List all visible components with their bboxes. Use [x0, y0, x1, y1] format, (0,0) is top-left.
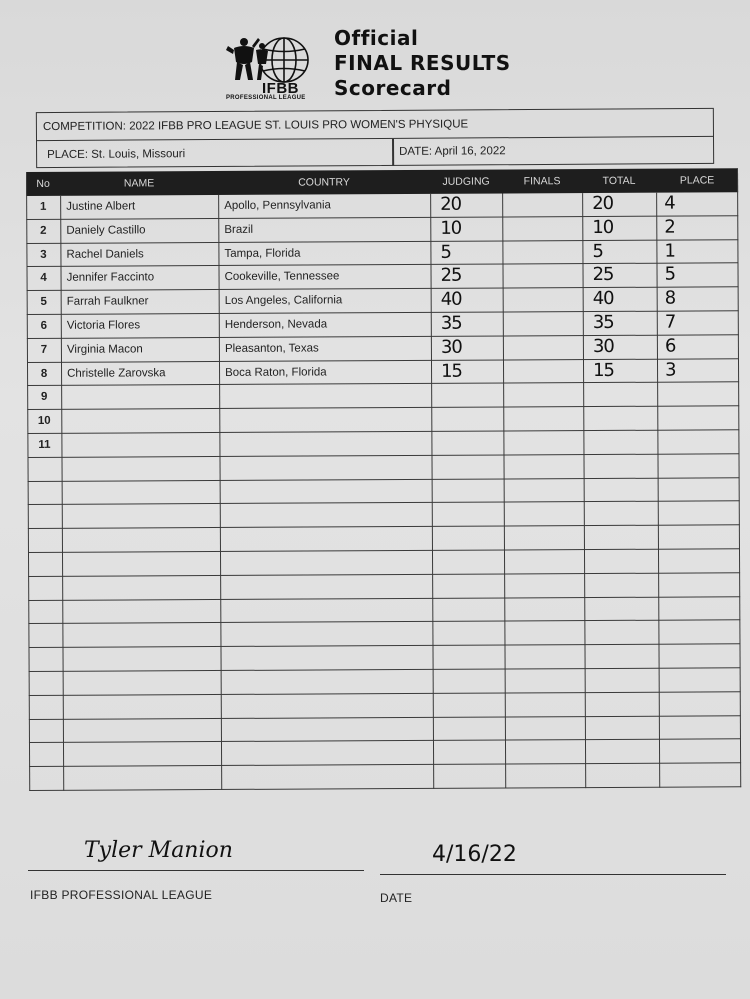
cell-country: Tampa, Florida: [224, 247, 301, 260]
cell-total: 20: [592, 192, 614, 215]
cell-country: Henderson, Nevada: [224, 318, 328, 331]
cell-no: 9: [40, 391, 48, 404]
cell-country: Boca Raton, Florida: [225, 366, 327, 379]
date-line: [380, 874, 726, 875]
signature-label: IFBB PROFESSIONAL LEAGUE: [30, 888, 213, 902]
table-row: [29, 763, 741, 791]
cell-place: 3: [664, 359, 676, 381]
cell-country: Pleasanton, Texas: [224, 342, 319, 355]
cell-name: Daniely Castillo: [66, 224, 146, 237]
cell-name: Virginia Macon: [66, 343, 143, 356]
competition-info-box: [36, 108, 714, 168]
cell-no: 6: [40, 319, 48, 332]
cell-place: 2: [664, 216, 675, 238]
cell-judging: 15: [440, 360, 463, 382]
cell-place: 7: [664, 311, 676, 333]
cell-no: 7: [40, 343, 48, 356]
cell-no: 1: [39, 200, 47, 213]
logo-subtitle: PROFESSIONAL LEAGUE: [226, 95, 306, 101]
cell-judging: 40: [440, 288, 462, 311]
cell-country: Apollo, Pennsylvania: [224, 199, 331, 212]
logo-wordmark: IFBB: [262, 80, 299, 97]
cell-judging: 25: [440, 265, 462, 287]
cell-total: 10: [592, 216, 614, 238]
cell-no: 8: [40, 367, 48, 380]
cell-total: 30: [592, 335, 614, 357]
cell-name: Jennifer Faccinto: [66, 271, 155, 285]
cell-no: 5: [40, 296, 47, 309]
col-header-country: COUNTRY: [298, 176, 350, 189]
cell-no: 10: [37, 415, 51, 428]
col-header-place: PLACE: [679, 174, 715, 187]
title-line-1: Official: [334, 26, 419, 50]
cell-total: 40: [592, 288, 614, 310]
cell-name: Victoria Flores: [66, 319, 141, 332]
cell-place: 6: [664, 335, 676, 357]
competition-label: COMPETITION: 2022 IFBB PRO LEAGUE ST. LOUIS PRO WOMEN'S PHYSIQUE: [42, 118, 469, 134]
cell-place: 1: [664, 240, 675, 262]
cell-place: 8: [664, 287, 676, 309]
cell-country: Brazil: [224, 223, 254, 236]
cell-judging: 5: [440, 241, 451, 263]
cell-name: Justine Albert: [66, 200, 136, 213]
signature-line: [28, 870, 364, 871]
cell-judging: 10: [440, 217, 462, 239]
cell-judging: 30: [440, 336, 462, 358]
col-header-finals: FINALS: [523, 175, 561, 188]
date-footer-label: DATE: [380, 891, 413, 905]
title-line-2: FINAL RESULTS: [334, 51, 511, 75]
judge-signature: Tyler Manion: [84, 838, 233, 863]
col-header-judging: JUDGING: [442, 175, 490, 188]
cell-no: 2: [40, 224, 47, 237]
info-divider: [392, 139, 394, 166]
cell-name: Rachel Daniels: [66, 247, 144, 261]
cell-total: 35: [592, 311, 614, 334]
cell-name: Christelle Zarovska: [67, 366, 166, 380]
cell-name: Farrah Faulkner: [66, 295, 149, 308]
date-label: DATE: April 16, 2022: [399, 145, 506, 158]
cell-place: 5: [664, 263, 676, 286]
place-label: PLACE: St. Louis, Missouri: [47, 148, 186, 162]
cell-no: 11: [38, 438, 51, 451]
competition-row: [37, 109, 713, 141]
cell-total: 15: [592, 359, 615, 381]
cell-total: 5: [592, 240, 603, 262]
col-header-no: No: [36, 177, 50, 190]
cell-country: Los Angeles, California: [224, 294, 343, 308]
cell-no: 4: [40, 272, 47, 285]
col-header-name: NAME: [123, 177, 155, 190]
cell-total: 25: [592, 264, 614, 286]
cell-place: 4: [664, 192, 675, 214]
col-header-total: TOTAL: [602, 174, 636, 187]
cell-country: Cookeville, Tennessee: [224, 270, 340, 284]
title-line-3: Scorecard: [334, 76, 452, 100]
cell-judging: 20: [440, 193, 462, 215]
signed-date: 4/16/22: [432, 842, 517, 867]
results-table: [26, 168, 741, 797]
cell-no: 3: [40, 248, 47, 261]
cell-judging: 35: [440, 312, 462, 334]
